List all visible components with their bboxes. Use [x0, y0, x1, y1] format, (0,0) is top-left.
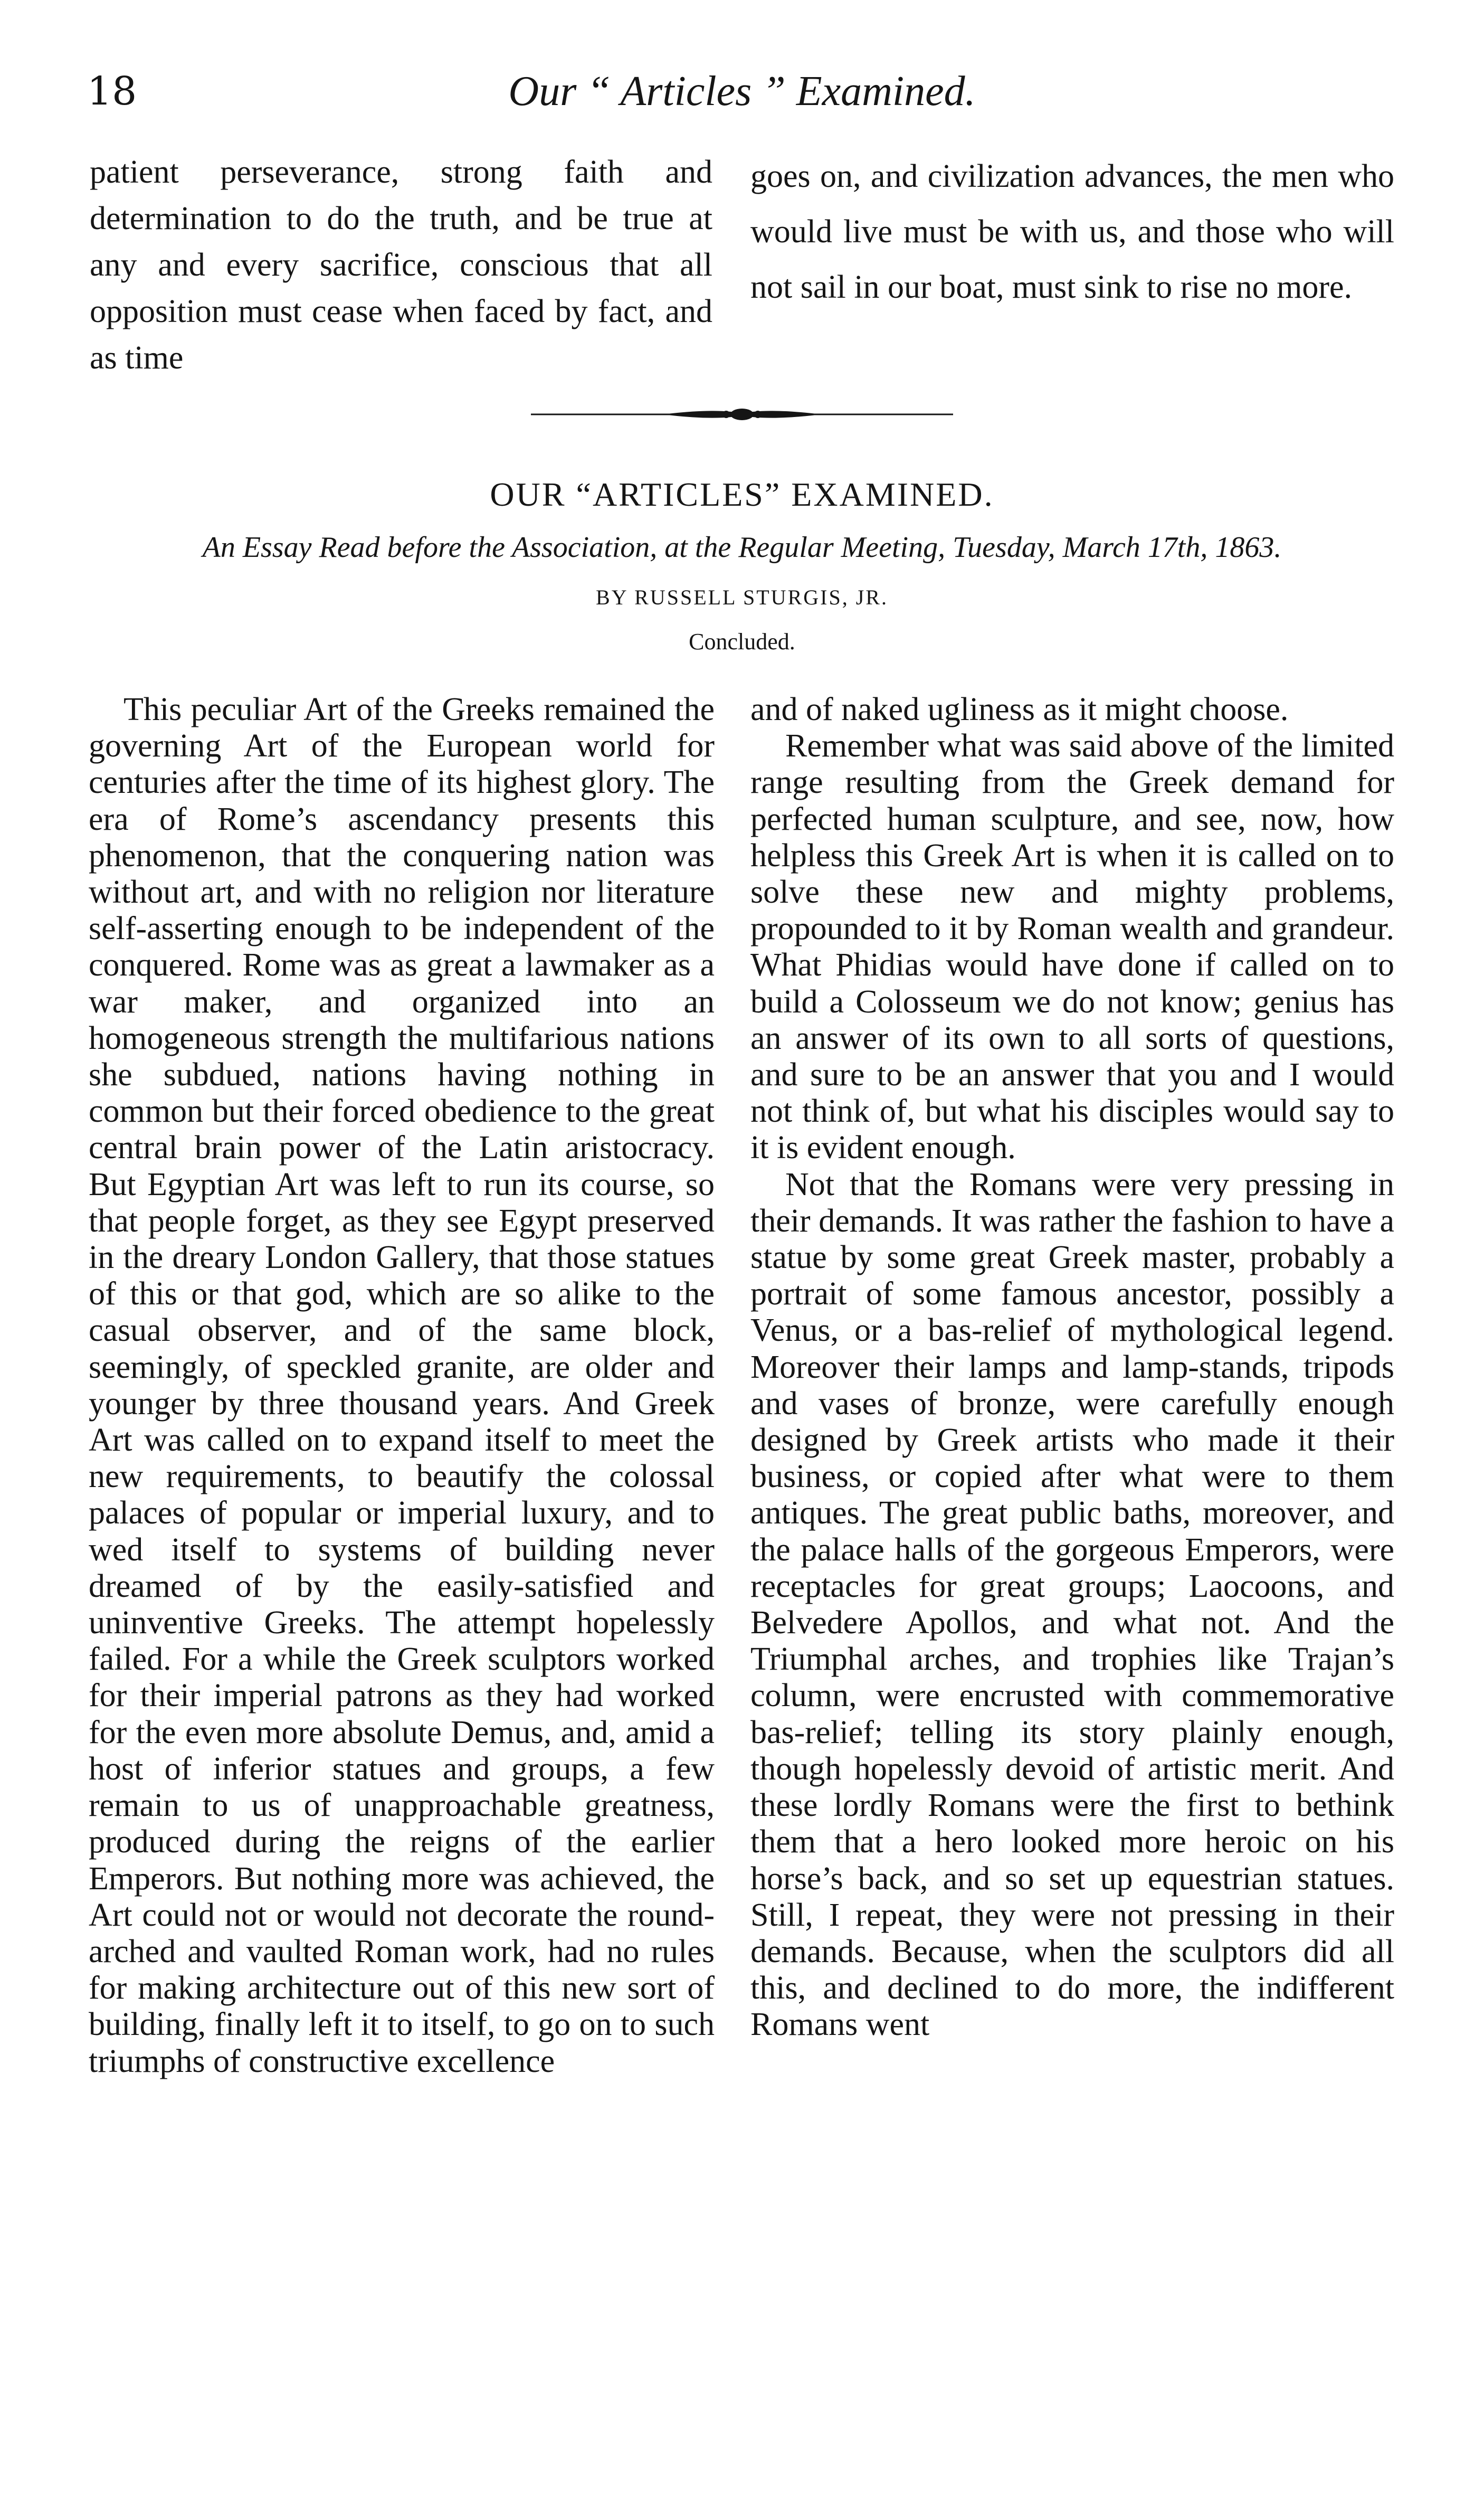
body-column-right: [750, 692, 1394, 2043]
running-title: Our “ Articles ” Examined.: [508, 68, 976, 115]
article-subtitle: An Essay Read before the Association, at the Regular Meeting, Tuesday, March 17th, 1863.: [202, 531, 1282, 564]
paragraph: This peculiar Art of the Greeks remained the governing Art of the European world for centuries after the time of its highest glory. The era of Rome’s ascendancy presents this phenomenon, that the conquering nation was without art, and with no religion nor literature self-asserting enough to be independent of the conquered. Rome was as great a lawmaker as a war maker, and organized into an homogeneous strength the multifarious nations she subdued, nations having nothing in common but their forced obedience to the great central brain power of the Latin aristocracy. But Egyptian Art was left to run its course, so that people forget, as they see Egypt preserved in the dreary London Gallery, that those statues of this or that god, which are so alike to the casual observer, and of the same block, seemingly, of speckled granite, are older and younger by three thousand years. And Greek Art was called on to expand itself to meet the new requirements, to beautify the colossal palaces of popular or imperial luxury, and to wed itself to systems of building never dreamed of by the easily-satisfied and uninventive Greeks. The attempt hopelessly failed. For a while the Greek sculptors worked for their imperial patrons as they had worked for the even more absolute Demus, and, amid a host of inferior statues and groups, a few remain to us of unapproachable greatness, produced during the reigns of the earlier Emperors. But nothing more was achieved, the Art could not or would not decorate the round-arched and vaulted Roman work, had no rules for making architecture out of this new sort of building, finally left it to itself, to go on to such triumphs of constructive excellence: [89, 692, 715, 2079]
section-divider-ornament: [531, 404, 953, 425]
byline: BY RUSSELL STURGIS, JR.: [596, 585, 888, 609]
previous-article-ending-left: [90, 149, 712, 381]
paragraph: Not that the Romans were very pressing in their demands. It was rather the fashion to have a statue by some great Greek master, probably a portrait of some famous ancestor, possibly a Venus, or a bas-relief of mythological legend. Moreover their lamps and lamp-stands, tripods and vases of bronze, were carefully enough designed by Greek artists who made it their business, or copied after what were to them antiques. The great public baths, moreover, and the palace halls of the gorgeous Emperors, were receptacles for great groups; Laocoons, and Belvedere Apollos, and what not. And the Triumphal arches, and trophies like Trajan’s column, were encrusted with commemorative bas-relief; telling its story plainly enough, though hopelessly devoid of artistic merit. And these lordly Romans were the first to bethink them that a hero looked more heroic on his horse’s back, and so set up equestrian statues. Still, I repeat, they were not pressing in their demands. Because, when the sculptors did all this, and declined to do more, the indifferent Romans went: [750, 1166, 1394, 2043]
article-title: OUR “ARTICLES” EXAMINED.: [490, 476, 994, 513]
continuation-note: Concluded.: [689, 629, 795, 655]
previous-article-ending-right: [750, 149, 1394, 315]
running-head: [87, 62, 1397, 120]
paragraph: and of naked ugliness as it might choose.: [750, 692, 1289, 727]
page-number: 18: [87, 69, 137, 114]
paragraph: goes on, and civilization advances, the men who would live must be with us, and those who will not sail in our boat, must sink to rise no more.: [750, 158, 1394, 305]
paragraph: Remember what was said above of the limited range resulting from the Greek demand for perfected human sculpture, and see, now, how helpless this Greek Art is when it is called on to solve these new and mighty problems, propounded to it by Roman wealth and grandeur. What Phidias would have done if called on to build a Colosseum we do not know; genius has an answer of its own to all sorts of questions, and sure to be an answer that you and I would not think of, but what his disciples would say to it is evident enough.: [750, 728, 1394, 1166]
body-column-left: [89, 692, 715, 2080]
paragraph: patient perseverance, strong faith and determination to do the truth, and be true at any and every sacrifice, conscious that all opposition must cease when faced by fact, and as time: [90, 154, 712, 376]
